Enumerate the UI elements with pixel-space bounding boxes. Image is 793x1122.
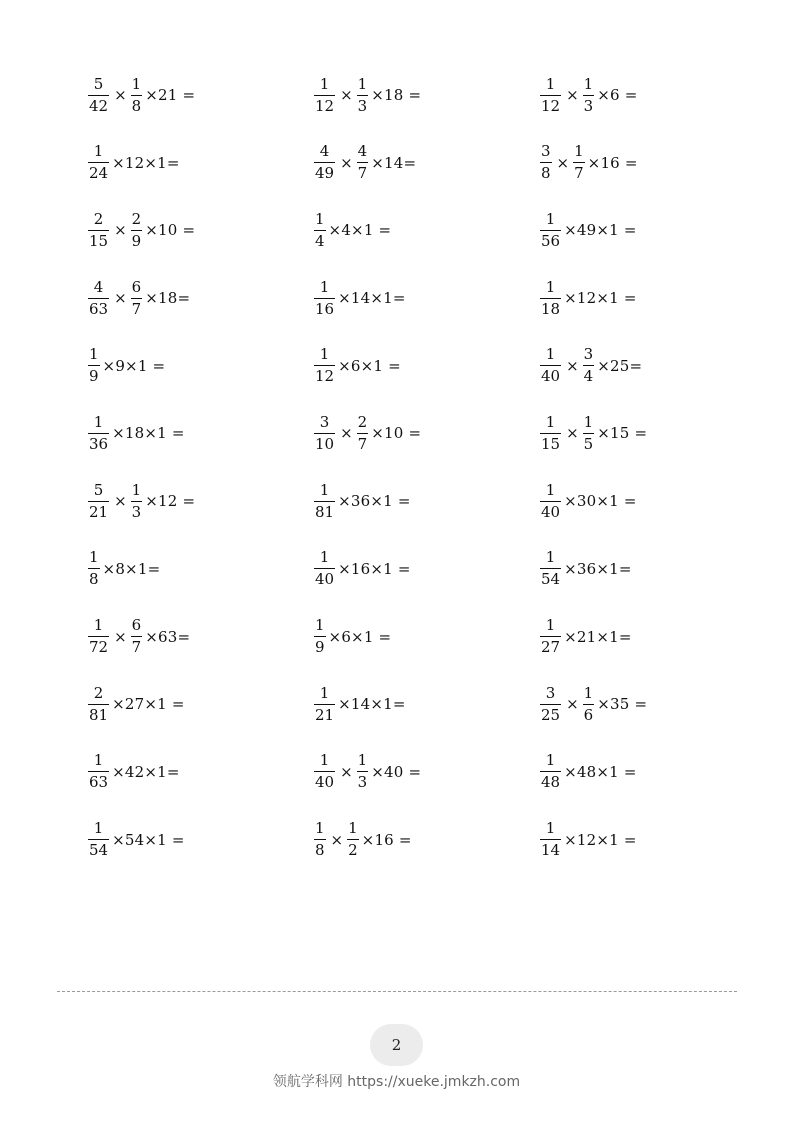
- math-problem: [314, 478, 411, 524]
- fraction: [357, 412, 369, 453]
- math-problem: [314, 72, 421, 118]
- denominator: 21: [89, 502, 109, 521]
- fraction: [540, 683, 561, 724]
- times-operator: ×: [566, 86, 579, 104]
- fraction: [357, 753, 369, 790]
- denominator: 3: [357, 773, 368, 792]
- footer-watermark: 领航学科网 https://xueke.jmkzh.com: [272, 1074, 521, 1090]
- math-problem: [540, 478, 637, 524]
- fraction: [314, 209, 326, 250]
- math-problem: [540, 207, 637, 253]
- numerator: 1: [357, 74, 368, 93]
- numerator: 2: [93, 209, 104, 228]
- denominator: 56: [541, 231, 561, 250]
- denominator: 25: [541, 705, 561, 724]
- problem-row: [88, 207, 728, 275]
- denominator: 40: [315, 570, 335, 589]
- expression-tail: ×16 =: [361, 830, 412, 849]
- fraction: [131, 480, 143, 521]
- dashed-divider: [57, 991, 737, 992]
- fraction: [314, 277, 335, 318]
- math-problem: [540, 749, 637, 795]
- numerator: 1: [545, 209, 556, 228]
- denominator: 42: [89, 96, 109, 115]
- numerator: 1: [93, 751, 104, 770]
- expression-tail: ×10 =: [145, 221, 196, 240]
- math-problem: [540, 275, 637, 321]
- times-operator: ×: [566, 424, 579, 443]
- numerator: 1: [348, 819, 358, 838]
- expression-tail: ×25=: [597, 356, 643, 375]
- fraction: [540, 821, 561, 858]
- denominator: 15: [89, 231, 109, 250]
- math-problem: [540, 140, 638, 186]
- problem-row: [88, 817, 728, 885]
- expression-tail: ×12 =: [145, 492, 196, 511]
- numerator: 1: [545, 616, 556, 634]
- math-problem: [314, 749, 421, 795]
- fraction: [540, 618, 561, 655]
- denominator: 15: [541, 434, 561, 453]
- math-problem: [314, 410, 421, 456]
- problem-row: [88, 275, 728, 343]
- math-problem: [314, 207, 391, 253]
- math-problem: [88, 478, 195, 524]
- numerator: 2: [93, 683, 104, 702]
- times-operator: ×: [340, 86, 353, 104]
- fraction: [347, 821, 359, 858]
- problem-row: [88, 681, 728, 749]
- expression-tail: ×21×1=: [564, 627, 632, 646]
- math-problem: [88, 546, 160, 592]
- expression-tail: ×36×1 =: [338, 492, 411, 511]
- denominator: 14: [541, 841, 561, 860]
- fraction: [314, 550, 335, 587]
- fraction: [314, 144, 335, 181]
- fraction: [314, 480, 335, 521]
- times-operator: ×: [566, 695, 579, 714]
- numerator: 1: [315, 819, 325, 838]
- math-problem: [540, 72, 637, 118]
- fraction: [88, 683, 109, 724]
- denominator: 49: [315, 164, 335, 183]
- math-problem: [540, 546, 632, 592]
- numerator: 1: [93, 412, 104, 431]
- expression-tail: ×12×1 =: [564, 289, 637, 308]
- math-problem: [314, 817, 412, 863]
- expression-tail: ×54×1 =: [112, 830, 185, 849]
- numerator: 3: [541, 142, 551, 161]
- fraction: [314, 74, 335, 115]
- numerator: 5: [93, 74, 104, 93]
- numerator: 3: [545, 683, 556, 702]
- numerator: 5: [93, 480, 104, 499]
- math-problem: [88, 275, 190, 321]
- fraction: [314, 618, 326, 655]
- math-problem: [88, 207, 195, 253]
- denominator: 27: [541, 638, 561, 656]
- numerator: 1: [315, 209, 325, 228]
- times-operator: ×: [556, 153, 570, 172]
- fraction: [583, 347, 595, 384]
- fraction: [88, 550, 100, 587]
- expression-tail: ×12×1 =: [564, 830, 637, 849]
- fraction: [583, 683, 595, 724]
- fraction: [88, 821, 109, 858]
- numerator: 4: [93, 277, 104, 296]
- denominator: 7: [574, 164, 584, 183]
- fraction: [314, 753, 335, 790]
- expression-tail: ×6×1 =: [328, 627, 392, 646]
- fraction: [540, 347, 561, 384]
- expression-tail: ×18×1 =: [112, 424, 185, 443]
- denominator: 8: [89, 570, 99, 589]
- fraction: [131, 209, 143, 250]
- numerator: 4: [357, 142, 368, 161]
- expression-tail: ×35 =: [597, 695, 648, 714]
- denominator: 8: [541, 164, 551, 183]
- numerator: 1: [545, 819, 556, 838]
- fraction: [88, 618, 109, 655]
- numerator: 1: [319, 277, 330, 296]
- problem-row: [88, 546, 728, 614]
- expression-tail: ×40 =: [371, 762, 422, 781]
- denominator: 36: [89, 434, 109, 453]
- denominator: 12: [315, 96, 335, 115]
- fraction: [88, 209, 109, 250]
- numerator: 2: [131, 209, 142, 228]
- math-problem: [314, 140, 416, 186]
- problem-row: [88, 72, 728, 140]
- numerator: 1: [545, 480, 556, 499]
- numerator: 1: [319, 548, 330, 567]
- denominator: 7: [131, 299, 142, 318]
- denominator: 18: [541, 299, 561, 318]
- denominator: 12: [315, 367, 335, 386]
- numerator: 6: [131, 277, 142, 296]
- denominator: 63: [89, 299, 109, 318]
- numerator: 4: [319, 142, 330, 161]
- numerator: 1: [315, 616, 325, 634]
- denominator: 10: [315, 434, 335, 453]
- times-operator: ×: [114, 492, 127, 511]
- expression-tail: ×10 =: [371, 424, 422, 443]
- expression-tail: ×14×1=: [338, 289, 406, 308]
- math-problem: [88, 343, 165, 389]
- math-problem: [314, 275, 406, 321]
- numerator: 1: [545, 412, 556, 431]
- times-operator: ×: [330, 830, 344, 849]
- fraction: [88, 74, 109, 115]
- numerator: 1: [574, 142, 584, 161]
- problem-row: [88, 343, 728, 411]
- numerator: 1: [583, 683, 594, 702]
- times-operator: ×: [566, 356, 579, 375]
- denominator: 8: [131, 96, 142, 115]
- denominator: 81: [89, 705, 109, 724]
- expression-tail: ×9×1 =: [102, 356, 166, 375]
- numerator: 1: [319, 751, 330, 770]
- denominator: 3: [583, 96, 594, 115]
- math-problem: [88, 614, 190, 660]
- fraction: [540, 480, 561, 521]
- denominator: 81: [315, 502, 335, 521]
- fraction: [357, 144, 369, 181]
- numerator: 1: [583, 74, 594, 93]
- denominator: 7: [357, 164, 368, 183]
- numerator: 1: [89, 548, 99, 567]
- denominator: 5: [583, 434, 594, 453]
- fraction: [131, 618, 143, 655]
- expression-tail: ×36×1=: [564, 559, 632, 578]
- numerator: 1: [319, 683, 330, 702]
- fraction: [88, 412, 109, 453]
- expression-tail: ×6 =: [597, 86, 638, 104]
- denominator: 4: [315, 231, 325, 250]
- denominator: 3: [357, 96, 368, 115]
- denominator: 3: [131, 502, 142, 521]
- numerator: 1: [545, 277, 556, 296]
- times-operator: ×: [114, 221, 127, 240]
- fraction: [540, 550, 561, 587]
- denominator: 40: [315, 773, 335, 792]
- denominator: 4: [583, 367, 594, 386]
- fraction: [540, 144, 552, 181]
- fraction: [88, 144, 109, 181]
- problem-row: [88, 410, 728, 478]
- exercise-grid: [88, 72, 728, 884]
- expression-tail: ×27×1 =: [112, 695, 185, 714]
- fraction: [540, 209, 561, 250]
- denominator: 21: [315, 705, 335, 724]
- expression-tail: ×14×1=: [338, 695, 406, 714]
- fraction: [88, 347, 100, 384]
- fraction: [131, 74, 143, 115]
- numerator: 1: [89, 345, 99, 364]
- expression-tail: ×15 =: [597, 424, 648, 443]
- denominator: 9: [131, 231, 142, 250]
- numerator: 1: [545, 548, 556, 567]
- denominator: 40: [541, 502, 561, 521]
- expression-tail: ×21 =: [145, 86, 196, 104]
- numerator: 1: [131, 74, 142, 93]
- denominator: 8: [315, 841, 325, 860]
- numerator: 6: [131, 616, 142, 634]
- expression-tail: ×42×1=: [112, 762, 180, 781]
- numerator: 1: [545, 345, 556, 364]
- expression-tail: ×6×1 =: [338, 356, 401, 375]
- fraction: [583, 74, 595, 115]
- math-problem: [540, 817, 637, 863]
- numerator: 1: [131, 480, 142, 499]
- denominator: 9: [89, 367, 99, 386]
- fraction: [583, 412, 595, 453]
- numerator: 1: [583, 412, 594, 431]
- page-number: 2: [391, 1036, 402, 1054]
- fraction: [314, 347, 335, 384]
- numerator: 1: [545, 74, 556, 93]
- denominator: 6: [583, 705, 594, 724]
- numerator: 1: [93, 616, 104, 634]
- expression-tail: ×16 =: [587, 153, 638, 172]
- denominator: 63: [89, 773, 109, 792]
- math-problem: [540, 614, 632, 660]
- numerator: 3: [319, 412, 330, 431]
- fraction: [314, 683, 335, 724]
- numerator: 1: [319, 74, 330, 93]
- math-problem: [314, 681, 406, 727]
- math-problem: [540, 343, 642, 389]
- math-problem: [540, 681, 647, 727]
- expression-tail: ×30×1 =: [564, 492, 637, 511]
- problem-row: [88, 140, 728, 208]
- fraction: [314, 412, 335, 453]
- fraction: [540, 277, 561, 318]
- math-problem: [314, 546, 411, 592]
- page-number-badge: [370, 1024, 423, 1066]
- denominator: 24: [89, 164, 109, 183]
- fraction: [88, 277, 109, 318]
- problem-row: [88, 614, 728, 682]
- denominator: 48: [541, 773, 561, 792]
- fraction: [88, 753, 109, 790]
- times-operator: ×: [114, 627, 127, 646]
- expression-tail: ×4×1 =: [328, 221, 392, 240]
- expression-tail: ×48×1 =: [564, 762, 637, 781]
- numerator: 1: [93, 142, 104, 161]
- times-operator: ×: [114, 289, 127, 308]
- expression-tail: ×18=: [145, 289, 191, 308]
- times-operator: ×: [340, 153, 353, 172]
- numerator: 1: [357, 751, 368, 770]
- expression-tail: ×8×1=: [102, 559, 161, 578]
- fraction: [540, 412, 561, 453]
- denominator: 40: [541, 367, 561, 386]
- expression-tail: ×49×1 =: [564, 221, 637, 240]
- math-problem: [314, 343, 401, 389]
- math-problem: [88, 72, 195, 118]
- denominator: 16: [315, 299, 335, 318]
- times-operator: ×: [340, 424, 353, 443]
- math-problem: [314, 614, 391, 660]
- fraction: [314, 821, 326, 858]
- fraction: [131, 277, 143, 318]
- times-operator: ×: [114, 86, 127, 104]
- math-problem: [540, 410, 647, 456]
- numerator: 1: [93, 819, 104, 838]
- denominator: 9: [315, 638, 325, 656]
- fraction: [357, 74, 369, 115]
- numerator: 1: [319, 345, 330, 364]
- times-operator: ×: [340, 762, 353, 781]
- problem-row: [88, 478, 728, 546]
- expression-tail: ×18 =: [371, 86, 422, 104]
- denominator: 7: [131, 638, 142, 656]
- expression-tail: ×14=: [371, 153, 417, 172]
- expression-tail: ×16×1 =: [338, 559, 411, 578]
- denominator: 54: [541, 570, 561, 589]
- denominator: 54: [89, 841, 109, 860]
- math-problem: [88, 681, 185, 727]
- math-problem: [88, 140, 180, 186]
- problem-row: [88, 749, 728, 817]
- denominator: 72: [89, 638, 109, 656]
- numerator: 2: [357, 412, 368, 431]
- numerator: 1: [545, 751, 556, 770]
- fraction: [573, 144, 585, 181]
- expression-tail: ×12×1=: [112, 153, 180, 172]
- expression-tail: ×63=: [145, 627, 191, 646]
- numerator: 1: [319, 480, 330, 499]
- denominator: 7: [357, 434, 368, 453]
- fraction: [88, 480, 109, 521]
- math-problem: [88, 410, 185, 456]
- fraction: [540, 74, 561, 115]
- fraction: [540, 753, 561, 790]
- math-problem: [88, 817, 185, 863]
- numerator: 3: [583, 345, 594, 364]
- denominator: 2: [348, 841, 358, 860]
- denominator: 12: [541, 96, 561, 115]
- math-problem: [88, 749, 180, 795]
